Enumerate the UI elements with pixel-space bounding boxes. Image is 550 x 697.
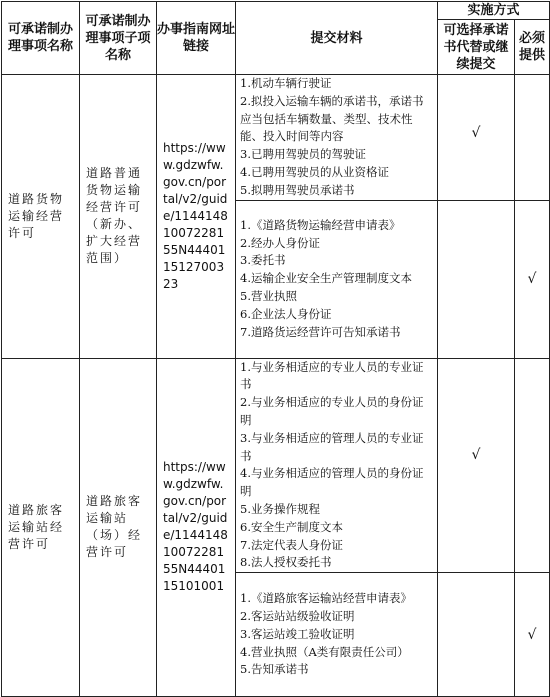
material-item: 3.客运站竣工验收证明 — [240, 626, 355, 641]
check-mark: √ — [527, 626, 537, 643]
required-check-cell — [515, 358, 550, 573]
material-item: 4.已聘用驾驶员的从业资格证 — [240, 164, 389, 179]
required-check-cell — [515, 200, 550, 358]
optional-check-cell — [438, 200, 515, 358]
optional-materials-list — [236, 75, 438, 201]
material-item: 1.《道路货物运输经营申请表》 — [240, 217, 401, 232]
material-item: 3.已聘用驾驶员的驾驶证 — [240, 147, 366, 162]
optional-check-cell — [438, 358, 515, 573]
header-materials: 提交材料 — [236, 2, 438, 75]
material-item: 4.与业务相适应的管理人员的身份证明 — [240, 466, 424, 499]
material-item: 4.运输企业安全生产管理制度文本 — [240, 271, 412, 286]
material-item: 5.营业执照 — [240, 288, 297, 303]
check-mark: √ — [471, 447, 481, 464]
material-item: 6.企业法人身份证 — [240, 306, 332, 321]
header-item-name: 可承诺制办理事项名称 — [2, 2, 80, 75]
guide-url[interactable]: https://www.gdzwfw.gov.cn/portal/v2/guide/11441481007228155N4440115101001 — [157, 358, 236, 697]
header-guide-url: 办事指南网址链接 — [157, 2, 236, 75]
material-item: 2.与业务相适应的专业人员的身份证明 — [240, 395, 424, 427]
material-item: 1.《道路旅客运输站经营申请表》 — [240, 591, 412, 606]
header-implementation: 实施方式 — [438, 2, 550, 20]
material-item: 7.道路货运经营许可告知承诺书 — [240, 324, 401, 339]
material-item: 4.营业执照（A类有限责任公司） — [240, 644, 409, 659]
item-name: 道路旅客运输站经营许可 — [2, 358, 80, 697]
material-item: 2.经办人身份证 — [240, 235, 320, 250]
optional-materials-list — [236, 358, 438, 573]
material-item: 6.安全生产制度文本 — [240, 519, 343, 534]
material-item: 1.机动车辆行驶证 — [240, 76, 332, 90]
subitem-name: 道路普通货物运输经营许可（新办、扩大经营范围） — [80, 75, 157, 359]
optional-check-cell — [438, 573, 515, 697]
required-materials-list — [236, 573, 438, 697]
materials-table — [1, 1, 550, 697]
material-item: 1.与业务相适应的专业人员的专业证书 — [240, 359, 424, 392]
check-mark: √ — [471, 125, 481, 142]
material-item: 5.告知承诺书 — [240, 662, 309, 677]
guide-url[interactable]: https://www.gdzwfw.gov.cn/portal/v2/guide/11441481007228155N444011512700323 — [157, 75, 236, 359]
material-item: 2.拟投入运输车辆的承诺书，承诺书应当包括车辆数量、类型、技术性能、投入时间等内容 — [240, 93, 424, 144]
subitem-name: 道路旅客运输站（场）经营许可 — [80, 358, 157, 697]
material-item: 2.客运站站级验收证明 — [240, 608, 355, 623]
material-item: 5.业务操作规程 — [240, 501, 320, 516]
optional-check-cell — [438, 75, 515, 201]
header-optional: 可选择承诺书代替或继续提交 — [438, 20, 515, 75]
header-required: 必须提供 — [515, 20, 550, 75]
material-item: 7.法定代表人身份证 — [240, 537, 343, 552]
item-name: 道路货物运输经营许可 — [2, 75, 80, 359]
required-materials-list — [236, 200, 438, 358]
required-check-cell — [515, 75, 550, 201]
material-item: 5.拟聘用驾驶员承诺书 — [240, 182, 355, 197]
material-item: 3.与业务相适应的管理人员的专业证书 — [240, 430, 424, 463]
check-mark: √ — [527, 271, 537, 288]
material-item: 8.法人授权委托书 — [240, 555, 332, 570]
material-item: 3.委托书 — [240, 253, 286, 268]
required-check-cell — [515, 573, 550, 697]
header-subitem-name: 可承诺制办理事项子项名称 — [80, 2, 157, 75]
